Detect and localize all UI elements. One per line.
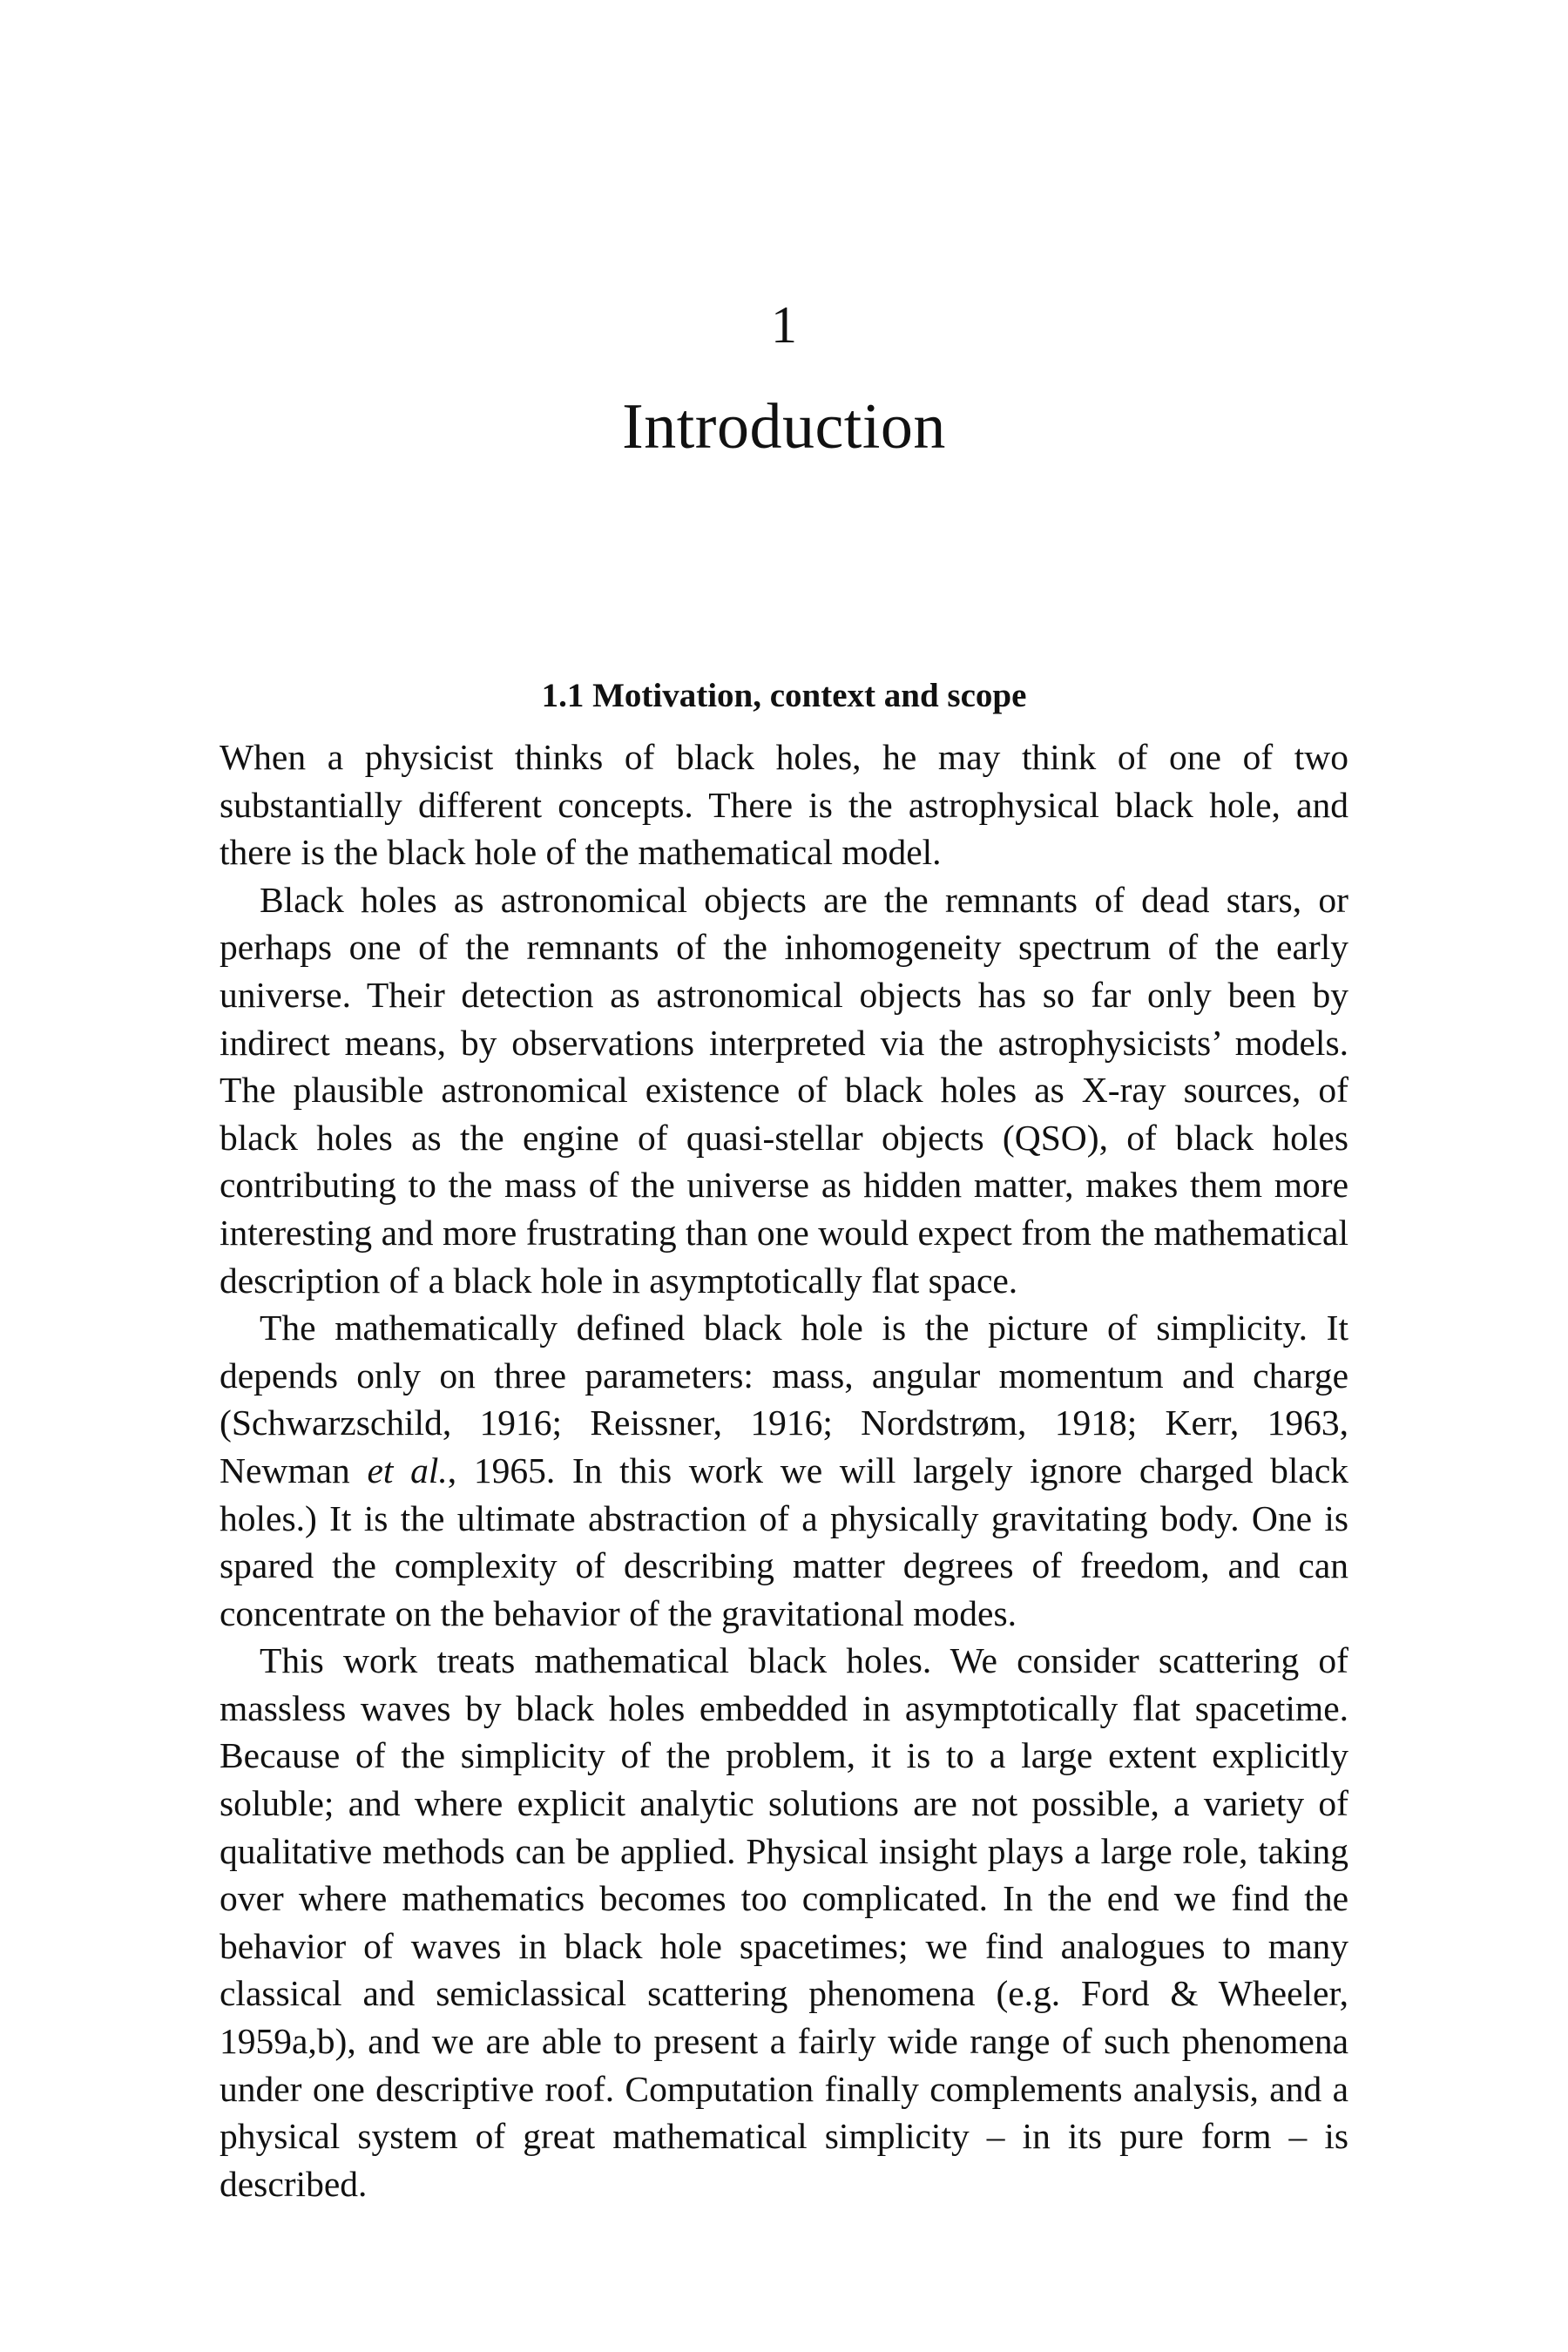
paragraph-3: [220, 1304, 1348, 1637]
paragraph-4: This work treats mathematical black holes. We consider scattering of massless waves by black holes embedded in asymptotically flat spacetime. Because of the simplicity of the problem, it is to a large extent explicitly soluble; and where explicit analytic solutions are not possible, a variety of qualitative methods can be applied. Physical insight plays a large role, taking over where mathematics becomes too complicated. In the end we find the behavior of waves in black hole spacetimes; we find analogues to many classical and semiclassical scattering phenomena (e.g. Ford & Wheeler, 1959a,b), and we are able to present a fairly wide range of such phenomena under one descriptive roof. Computation finally complements analysis, and a physical system of great mathematical simplicity – in its pure form – is described.: [220, 1640, 1348, 2204]
paragraph-3-et-al: et al.: [367, 1450, 448, 1490]
paragraph-3-part-b: , 1965. In this work we will largely ignore charged black holes.) It is the ultimate abstraction of a physically gravitating body. One is spared the complexity of describing matter degrees of freedom, and can concentrate on the behavior of the gravitational modes.: [220, 1450, 1348, 1633]
paragraph-1: When a physicist thinks of black holes, he may think of one of two substantially different concepts. There is the astrophysical black hole, and there is the black hole of the mathematical model.: [220, 737, 1348, 873]
chapter-number: 1: [771, 296, 797, 354]
paragraph-2: Black holes as astronomical objects are the remnants of dead stars, or perhaps one of the remnants of the inhomogeneity spectrum of the early universe. Their detection as astronomical objects has so far only been by indirect means, by observations interpreted via the astrophysicists’ models. The plausible astronomical existence of black holes as X-ray sources, of black holes as the engine of quasi-stellar objects (QSO), of black holes contributing to the mass of the universe as hidden matter, makes them more interesting and more frustrating than one would expect from the mathematical description of a black hole in asymptotically flat space.: [220, 879, 1348, 1301]
section-heading: 1.1 Motivation, context and scope: [541, 677, 1027, 714]
chapter-title: Introduction: [622, 391, 946, 463]
paragraph-3-part-a: The mathematically defined black hole is the picture of simplicity. It depends only on three parameters: mass, angular momentum and charge (Schwarzschild, 1916; Reissner, 1916; Nordstrøm, 1918; Kerr, 1963, Newman: [220, 1308, 1348, 1490]
body-text: [220, 733, 1348, 2207]
